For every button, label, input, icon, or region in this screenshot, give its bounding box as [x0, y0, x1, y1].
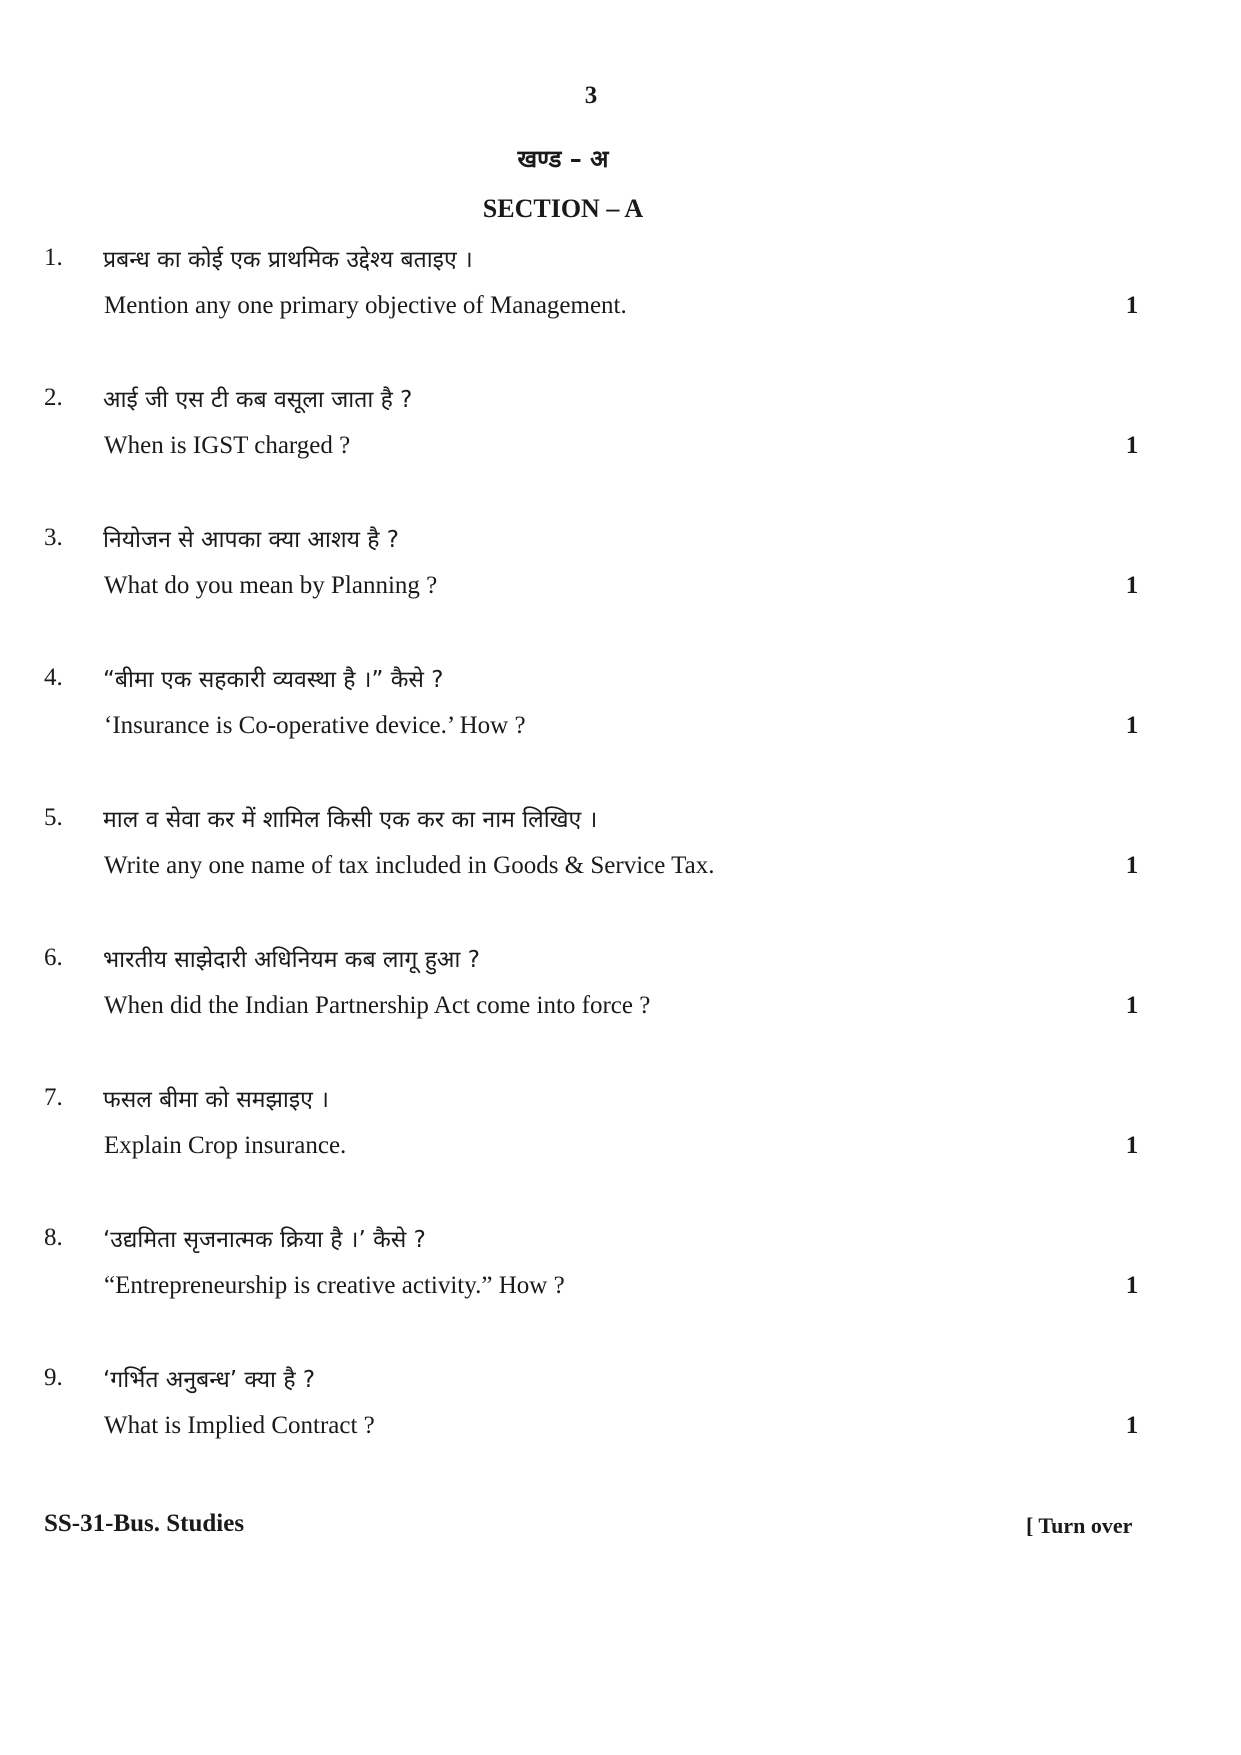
question-4 — [0, 656, 1241, 796]
paper-code: SS-31-Bus. Studies — [44, 1510, 245, 1537]
question-number: 5. — [44, 804, 63, 831]
question-text-english: Write any one name of tax included in Goods & Service Tax. — [104, 852, 715, 879]
question-text-hindi: आई जी एस टी कब वसूला जाता है ? — [103, 387, 413, 413]
question-text-hindi: ‘उद्यमिता सृजनात्मक क्रिया है ।’ कैसे ? — [103, 1227, 426, 1253]
question-text-english: When did the Indian Partnership Act come into force ? — [104, 992, 651, 1019]
question-text-english: What is Implied Contract ? — [104, 1412, 375, 1439]
question-number: 2. — [44, 384, 63, 411]
question-number: 4. — [44, 664, 63, 691]
section-title-english: SECTION – A — [482, 194, 644, 223]
question-marks: 1 — [1125, 432, 1139, 459]
question-marks: 1 — [1125, 292, 1139, 319]
question-marks: 1 — [1125, 852, 1139, 879]
question-number: 9. — [44, 1364, 63, 1391]
question-text-hindi: “बीमा एक सहकारी व्यवस्था है ।” कैसे ? — [103, 667, 444, 693]
question-text-hindi: माल व सेवा कर में शामिल किसी एक कर का नाम लिखिए । — [103, 807, 598, 833]
question-marks: 1 — [1125, 1132, 1139, 1159]
question-text-hindi: नियोजन से आपका क्या आशय है ? — [103, 527, 399, 553]
question-number: 1. — [44, 244, 63, 271]
question-text-hindi: प्रबन्ध का कोई एक प्राथमिक उद्देश्य बताइए । — [103, 247, 473, 273]
question-marks: 1 — [1125, 1412, 1139, 1439]
question-number: 3. — [44, 524, 63, 551]
section-title-hindi: खण्ड – अ — [517, 145, 609, 173]
question-text-english: When is IGST charged ? — [104, 432, 351, 459]
question-5 — [0, 796, 1241, 936]
question-6 — [0, 936, 1241, 1076]
turn-over-note: [ Turn over — [1026, 1513, 1133, 1538]
question-text-english: ‘Insurance is Co-operative device.’ How ? — [104, 712, 526, 739]
question-text-english: “Entrepreneurship is creative activity.” How ? — [104, 1272, 565, 1299]
question-3 — [0, 516, 1241, 656]
question-text-english: Mention any one primary objective of Management. — [104, 292, 627, 319]
question-text-hindi: फसल बीमा को समझाइए । — [103, 1087, 329, 1113]
question-text-hindi: भारतीय साझेदारी अधिनियम कब लागू हुआ ? — [103, 947, 480, 973]
question-marks: 1 — [1125, 1272, 1139, 1299]
question-marks: 1 — [1125, 712, 1139, 739]
question-number: 8. — [44, 1224, 63, 1251]
question-text-english: Explain Crop insurance. — [104, 1132, 347, 1159]
question-number: 6. — [44, 944, 63, 971]
question-8 — [0, 1216, 1241, 1356]
question-9 — [0, 1356, 1241, 1496]
question-list — [0, 236, 1241, 1496]
page-number: 3 — [584, 82, 598, 109]
question-text-english: What do you mean by Planning ? — [104, 572, 438, 599]
question-text-hindi: ‘गर्भित अनुबन्ध’ क्या है ? — [103, 1367, 316, 1393]
question-number: 7. — [44, 1084, 63, 1111]
question-marks: 1 — [1125, 572, 1139, 599]
question-7 — [0, 1076, 1241, 1216]
question-2 — [0, 376, 1241, 516]
question-1 — [0, 236, 1241, 376]
question-marks: 1 — [1125, 992, 1139, 1019]
